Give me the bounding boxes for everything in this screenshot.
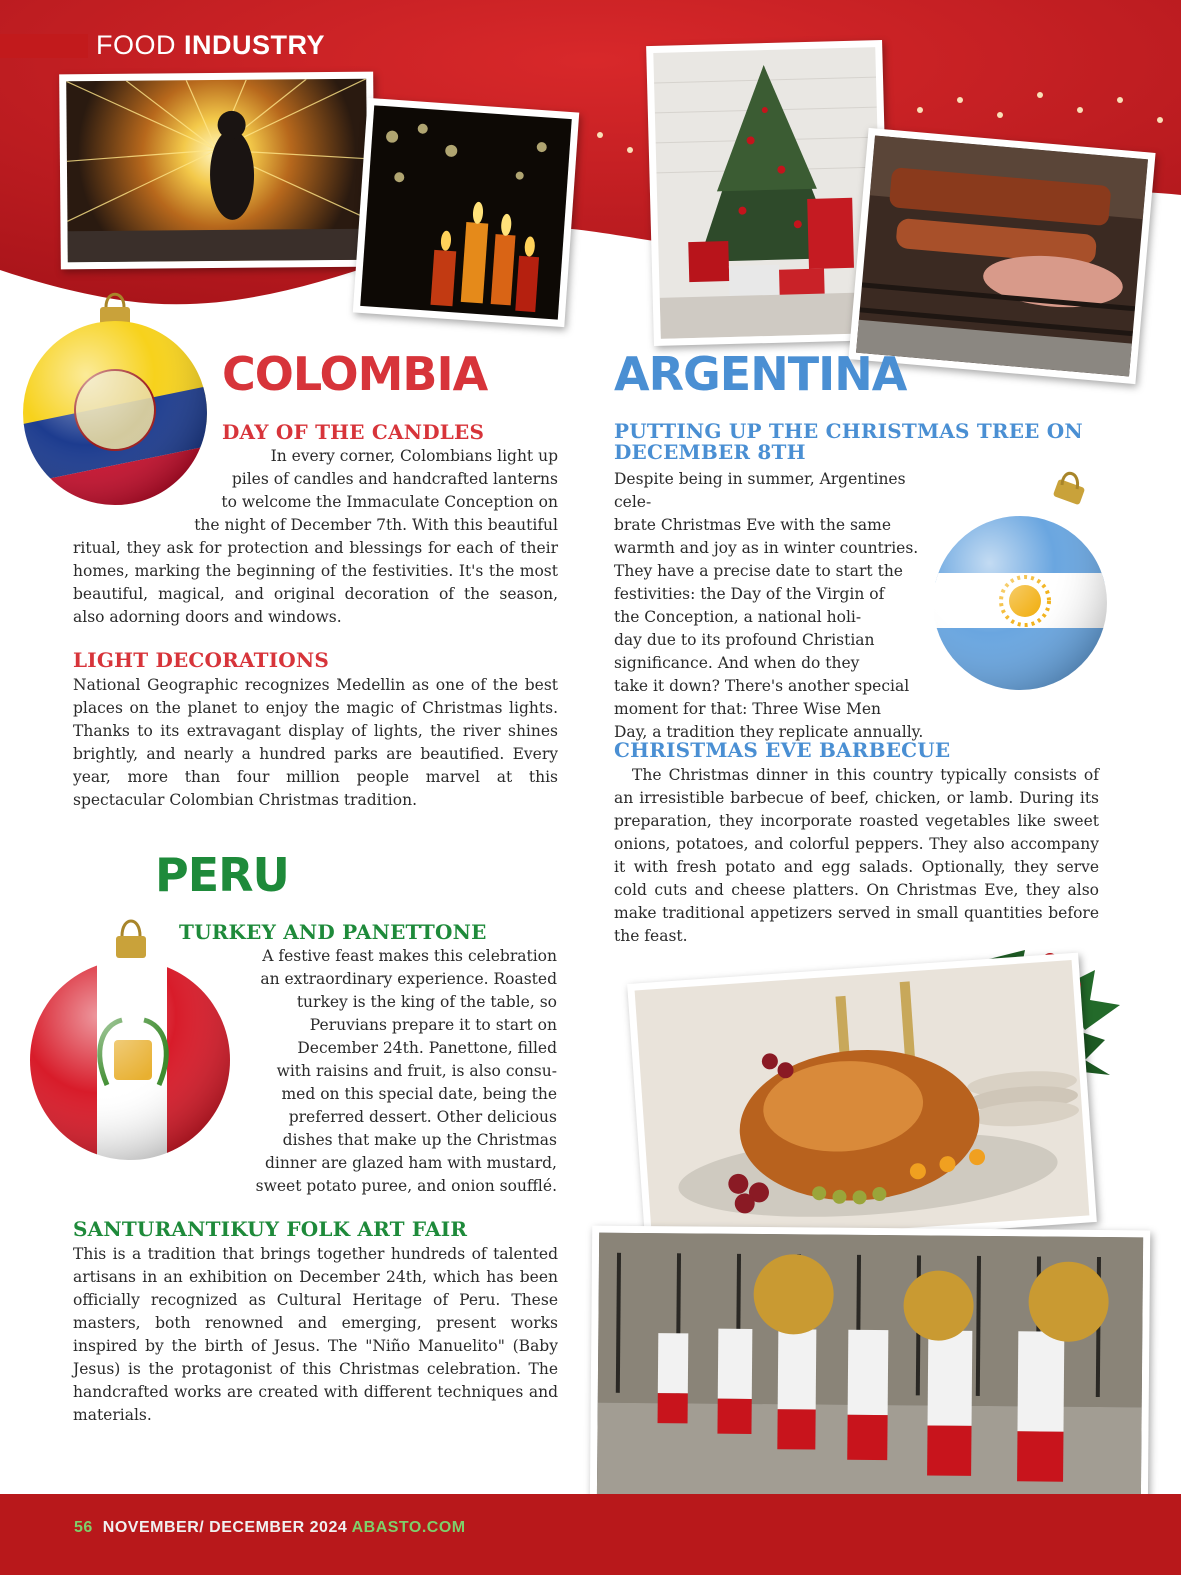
argentina-ornament — [925, 463, 1110, 703]
peru-paragraph-fair: This is a tradition that brings together hundreds of talented artisans in an exhibition on December 24th, which has been officially recognized as Cultural Heritage of Peru. These masters, both renowned and emerging, present works inspired by the birth of Jesus. The "Niño Manuelito" (Baby Jesus) is the protagonist of this Christmas celebration. The handcrafted works are created with different techniques and materials. — [73, 1245, 558, 1424]
argentina-heading: ARGENTINA — [614, 347, 907, 401]
colombia-paragraph-candles: ritual, they ask for protection and blessings for each of their homes, marking the beginning of the festivities. It's the most beautiful, magical, and original decoration of the season, also adorning doors and windows. — [73, 539, 558, 626]
peru-subheading-turkey: TURKEY AND PANETTONE — [179, 920, 487, 944]
issue-date: NOVEMBER/ DECEMBER 2024 — [102, 1519, 352, 1536]
argentina-paragraph-barbecue: The Christmas dinner in this country typically consists of an irresistible barbecue of beef, chicken, or lamb. During its preparation, they incorporate roasted vegetables like sweet onions, potatoes, and colorful peppers. They also accompany it with fresh potato and egg salads. Optionally, they serve cold cuts and cheese platters. On Christmas Eve, they also make traditional appetizers served in small quantities before the feast. — [614, 766, 1099, 945]
photo-turkey — [627, 953, 1097, 1254]
colombia-paragraph-lights: National Geographic recognizes Medellin as one of the best places on the planet to enjoy the magic of Christmas lights. Thanks to its extravagant display of lights, the river shines brightly, and nearly a hundred parks are beautified. Every year, more than four million people marvel at this spectacular Colombian Christmas tradition. — [73, 676, 558, 809]
argentina-paragraph-tree: Despite being in summer, Argentines cele- brate Christmas Eve with the same warmth and joy as in winter countries. They have a precise date to start the festivities: the Day of the Virgin of the Conception, a national holi- day due to its profound Christian significance. And when do they take it down? There's another special moment for that: Three Wise Men Day, a tradition they replicate annually. — [614, 470, 924, 741]
argentina-subheading-tree: PUTTING UP THE CHRISTMAS TREE ON DECEMBER 8TH — [614, 419, 1083, 464]
section-title: FOOD INDUSTRY — [96, 30, 326, 60]
colombia-paragraph-candles-intro: In every corner, Colombians light up piles of candles and handcrafted lanterns to welcome the Immaculate Conception on the night of December 7th. With this beautiful — [194, 447, 558, 534]
colombia-heading: COLOMBIA — [222, 347, 488, 401]
footer-text — [74, 1519, 466, 1537]
peru-heading: PERU — [155, 848, 289, 902]
peru-subheading-fair: SANTURANTIKUY FOLK ART FAIR — [73, 1217, 468, 1241]
section-tag-bar — [0, 34, 88, 58]
photo-barbecue — [848, 128, 1155, 384]
colombia-subheading-candles: DAY OF THE CANDLES — [222, 420, 485, 444]
photo-marching-band — [590, 1226, 1150, 1517]
site-link[interactable]: ABASTO.COM — [351, 1519, 466, 1536]
photo-candles — [353, 98, 579, 327]
argentina-subheading-barbecue: CHRISTMAS EVE BARBECUE — [614, 738, 951, 762]
peru-paragraph-turkey: A festive feast makes this celebration an extraordinary experience. Roasted turkey is the king of the table, so Peruvians prepare it to start on December 24th. Panettone, filled with raisins and fruit, is also consu- med on this special date, being the preferred dessert. Other delicious dishes that make up the Christmas dinner are glazed ham with mustard, sweet potato puree, and onion soufflé. — [255, 947, 557, 1195]
colombia-subheading-lights: LIGHT DECORATIONS — [73, 648, 329, 672]
photo-light-tunnel — [59, 72, 375, 270]
page-number: 56 — [74, 1519, 93, 1536]
